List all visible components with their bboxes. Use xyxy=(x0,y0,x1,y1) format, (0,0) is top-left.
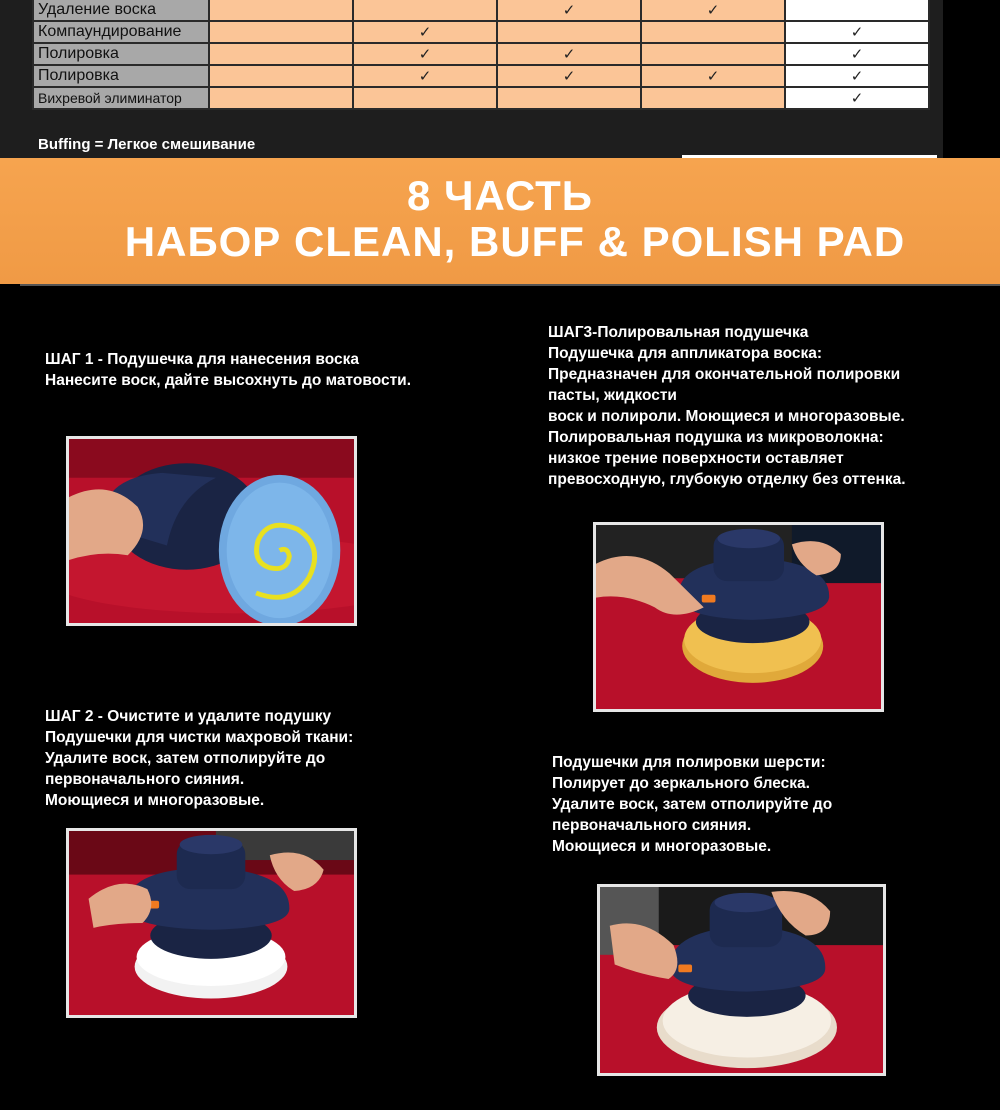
step2-heading: ШАГ 2 - Очистите и удалите подушку xyxy=(45,708,332,725)
step1-text xyxy=(45,349,411,391)
step4-text xyxy=(552,752,832,857)
step3-line: пасты, жидкости xyxy=(548,387,677,404)
empty-cell xyxy=(209,65,353,87)
step3-line: Подушечка для аппликатора воска: xyxy=(548,345,823,362)
terry-pad-photo xyxy=(66,828,357,1018)
empty-cell xyxy=(497,87,641,109)
table-note: Buffing = Легкое смешивание xyxy=(38,136,256,153)
comparison-table-section xyxy=(0,0,1000,158)
step4-line: первоначального сияния. xyxy=(552,817,752,834)
step4-line: Моющиеся и многоразовые. xyxy=(552,838,772,855)
step4-line: Удалите воск, затем отполируйте до xyxy=(552,796,833,813)
step3-line: Полировальная подушка из микроволокна: xyxy=(548,429,884,446)
step3-text xyxy=(548,322,906,490)
table-row xyxy=(33,87,929,109)
empty-cell xyxy=(641,21,785,43)
step2-line: первоначального сияния. xyxy=(45,771,245,788)
checkmark-cell: ✓ xyxy=(641,0,785,21)
wax-applicator-photo xyxy=(66,436,357,626)
empty-cell xyxy=(785,0,929,21)
empty-cell xyxy=(641,87,785,109)
checkmark-cell: ✓ xyxy=(497,0,641,21)
step4-line: Полирует до зеркального блеска. xyxy=(552,775,810,792)
row-label: Полировка xyxy=(33,43,209,65)
checkmark-cell: ✓ xyxy=(497,43,641,65)
empty-cell xyxy=(209,43,353,65)
step1-line: Нанесите воск, дайте высохнуть до матовости. xyxy=(45,372,412,389)
row-label: Вихревой элиминатор xyxy=(33,87,209,109)
checkmark-cell: ✓ xyxy=(785,21,929,43)
empty-cell xyxy=(353,87,497,109)
empty-cell xyxy=(497,21,641,43)
step3-line: Предназначен для окончательной полировки xyxy=(548,366,901,383)
banner-title-line2: НАБОР CLEAN, BUFF & POLISH PAD xyxy=(124,218,906,265)
table-row xyxy=(33,21,929,43)
step3-line: превосходную, глубокую отделку без оттенка. xyxy=(548,471,906,488)
step2-line: Подушечки для чистки махровой ткани: xyxy=(45,729,354,746)
title-banner xyxy=(0,158,1000,284)
checkmark-cell: ✓ xyxy=(641,65,785,87)
step2-line: Удалите воск, затем отполируйте до xyxy=(45,750,326,767)
checkmark-cell: ✓ xyxy=(353,21,497,43)
checkmark-cell: ✓ xyxy=(353,65,497,87)
step3-line: воск и полироли. Моющиеся и многоразовые. xyxy=(548,408,905,425)
foam-pad-photo xyxy=(593,522,884,712)
banner-title-line1: 8 ЧАСТЬ xyxy=(407,172,593,219)
checkmark-cell: ✓ xyxy=(785,87,929,109)
table-row xyxy=(33,0,929,21)
checkmark-cell: ✓ xyxy=(785,65,929,87)
row-label: Компаундирование xyxy=(33,21,209,43)
step3-heading: ШАГ3-Полировальная подушечка xyxy=(548,324,809,341)
section-divider xyxy=(20,284,1000,286)
table-row xyxy=(33,43,929,65)
step3-line: низкое трение поверхности оставляет xyxy=(548,450,844,467)
empty-cell xyxy=(209,0,353,21)
step2-line: Моющиеся и многоразовые. xyxy=(45,792,265,809)
table-row xyxy=(33,65,929,87)
step2-text xyxy=(45,706,353,811)
step4-heading: Подушечки для полировки шерсти: xyxy=(552,754,826,771)
empty-cell xyxy=(209,21,353,43)
row-label: Полировка xyxy=(33,65,209,87)
step1-heading: ШАГ 1 - Подушечка для нанесения воска xyxy=(45,351,360,368)
comparison-table xyxy=(32,0,930,110)
empty-cell xyxy=(209,87,353,109)
empty-cell xyxy=(641,43,785,65)
wool-pad-photo xyxy=(597,884,886,1076)
checkmark-cell: ✓ xyxy=(497,65,641,87)
checkmark-cell: ✓ xyxy=(353,43,497,65)
row-label: Удаление воска xyxy=(33,0,209,21)
checkmark-cell: ✓ xyxy=(785,43,929,65)
empty-cell xyxy=(353,0,497,21)
